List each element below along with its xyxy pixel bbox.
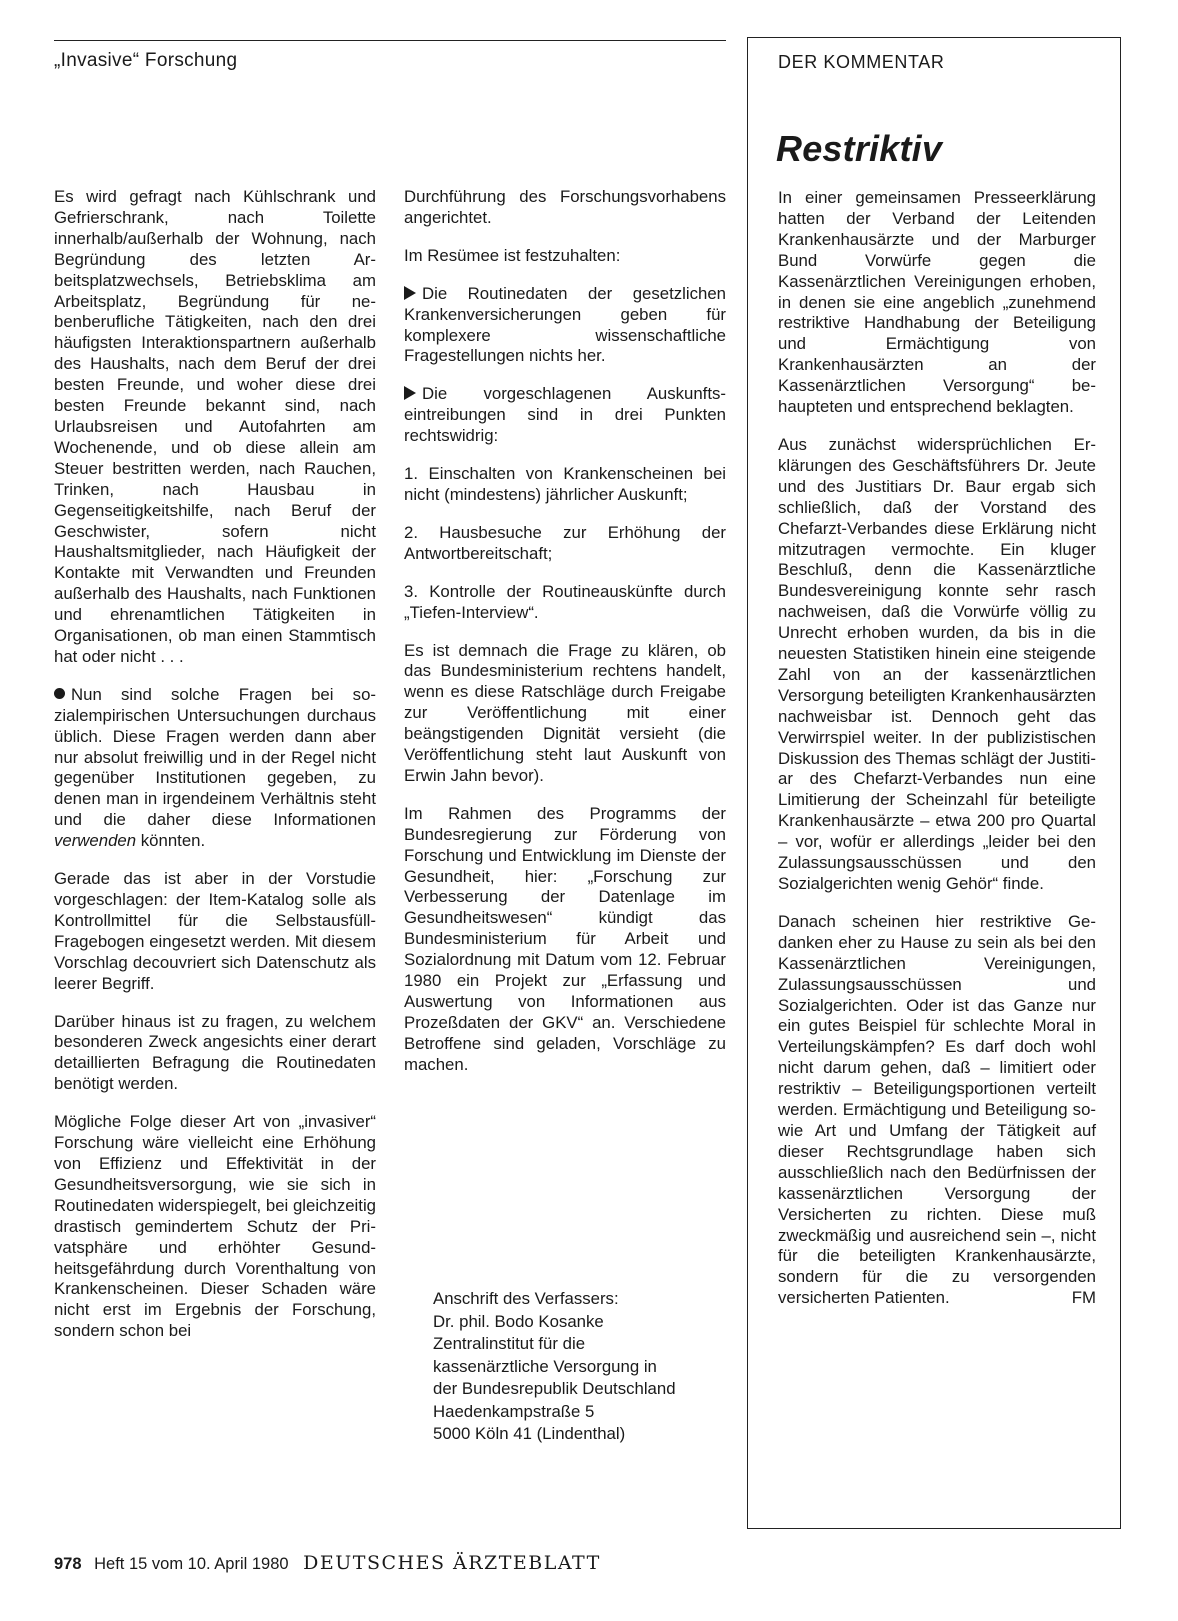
- paragraph: Nun sind solche Fragen bei sozialempirischen Untersuchungen durchaus üblich. Diese Fragen werden dann aber nur absolut freiwillig und in der Regel nicht gegenüber Institutionen gegeben, zu denen man in irgendeinem Verhältnis steht und die daher diese Informationen verwenden könnten.: [54, 684, 376, 851]
- paragraph: Im Rahmen des Programms der Bundesregierung zur Förderung von Forschung und Entwicklung im Dienste der Gesundheit, hier: „Forschung zur Verbesserung der Datenlage im Gesundheitswesen“ kündigt das Bundesministerium für Arbeit und Sozialordnung mit Datum vom 12. Februar 1980 ein Projekt zur „Erfassung und Auswertung von Informationen aus Prozeßdaten der GKV“ an. Verschiedene Betroffene sind geladen, Vorschläge zu machen.: [404, 803, 726, 1074]
- paragraph: Gerade das ist aber in der Vorstudie vorgeschlagen: der Item-Katalog solle als Kontrollmittel für die Selbstausfüll-Fragebogen eingesetzt werden. Mit diesem Vorschlag decouvriert sich Datenschutz als leerer Begriff.: [54, 869, 376, 993]
- paragraph: Durchführung des Forschungsvorhabens angerichtet.: [404, 187, 726, 227]
- address-line: Haedenkampstraße 5: [433, 1401, 595, 1421]
- paragraph: Die Routinedaten der gesetzlichen Krankenversicherungen geben für komplexere wissenschaftliche Fragestellungen nichts her.: [404, 283, 726, 366]
- bullet-dot-icon: [54, 688, 65, 699]
- list-item: 2. Hausbesuche zur Erhöhung der Antwortbereitschaft;: [404, 522, 726, 563]
- paragraph: Mögliche Folge dieser Art von „invasiver“ Forschung wäre vielleicht eine Erhöhung von Effizienz und Effektivität in der Gesundheitsversorgung, wie sie sich in Routinedaten widerspiegelt, bei gleichzeitig drastisch gemindertem Schutz der Privatsphäre und erhöhter Gesundheitsgefährdung durch Vorenthaltung von Krankenscheinen. Dieser Schaden wäre nicht erst im Ergebnis der Forschung, sondern schon bei: [54, 1112, 376, 1341]
- address-line: Anschrift des Verfassers:: [433, 1289, 619, 1308]
- commentary-body: [778, 188, 1096, 1326]
- paragraph: Es wird gefragt nach Kühlschrank und Gefrierschrank, nach Toilette innerhalb/außerhalb der Wohnung, nach Begründung des letzten Arbeitsplatzwechsels, Betriebsklima am Arbeitsplatz, Begründung für nebenberufliche Tätigkeiten, nach den drei häufigsten Interaktionspartnern außerhalb des Haushalts, nach dem Beruf der drei besten Freunde, und woher diese drei besten Freunde bekannt sind, nach Urlaubsreisen und Autofahrten am Wochenende, und ob diese allein am Steuer bestritten werden, nach Rauchen, Trinken, nach Hausbau in Gegenseitigkeitshilfe, nach Beruf der Geschwister, sofern nicht Haushaltsmitglieder, nach Häufigkeit der Kontakte mit Verwandten und Freunden außerhalb des Haushalts, nach Funktionen und ehrenamtlichen Tätigkeiten in Organisationen, ob man einen Stammtisch hat oder nicht . . .: [54, 187, 376, 666]
- top-rule: [54, 40, 726, 41]
- page-footer: [54, 1552, 601, 1574]
- triangle-bullet-icon: [404, 286, 416, 300]
- paragraph: Es ist demnach die Frage zu klären, ob das Bundesministerium rechtens handelt, wenn es diese Ratschläge durch Freigabe zur Veröffentlichung mit einer beängstigenden Dignität versieht (die Veröffentlichung steht laut Auskunft von Erwin Jahn bevor).: [404, 640, 726, 785]
- paragraph: Die vorgeschlagenen Auskunftseintreibungen sind in drei Punkten rechtswidrig:: [404, 384, 726, 446]
- address-line: Zentralinstitut für die: [433, 1334, 586, 1353]
- page-number: 978: [54, 1555, 82, 1573]
- issue-info: Heft 15 vom 10. April 1980: [94, 1555, 289, 1573]
- article-column-2: [404, 187, 726, 1093]
- address-line: der Bundesrepublik Deutschland: [433, 1379, 676, 1398]
- author-address: [433, 1288, 676, 1446]
- masthead: DEUTSCHES ÄRZTEBLATT: [303, 1552, 601, 1574]
- paragraph: Aus zunächst widersprüchlichen Erklärungen des Geschäftsführers Dr. Jeute und des Justitiars Dr. Baur ergab sich schließlich, daß der Vorstand des Chefarzt-Verbandes diese Erklärung nicht mitzutragen vermochte. Ein kluger Beschluß, denn die Kassenärztliche Bundesvereinigung konnte sehr rasch nachweisen, daß die Vorwürfe völlig zu Unrecht erhoben wurden, da bis in die neuesten Statistiken hinein eine steigende Zahl von an der kassenärztlichen Versorgung beteiligten Krankenhausärzten nachweisbar ist. Dennoch geht das Verwirrspiel weiter. In der publizistischen Diskussion des Themas schlägt der Justitiar des Chefarzt-Verbandes nun eine Limitierung der Scheinzahl für beteiligte Krankenhausärzte – etwa 200 pro Quartal – vor, wofür er allerdings „leider bei den Zulassungsausschüssen und den Sozialgerichten wenig Gehör“ finde.: [778, 434, 1096, 893]
- author-signature: FM: [1071, 1288, 1096, 1308]
- commentary-box: [747, 37, 1121, 1529]
- address-line: kassenärztliche Versorgung in: [433, 1356, 657, 1376]
- address-line: 5000 Köln 41 (Lindenthal): [433, 1424, 626, 1443]
- list-item: 1. Einschalten von Krankenscheinen bei nicht (mindestens) jährlicher Auskunft;: [404, 464, 726, 504]
- article-column-1: [54, 187, 376, 1359]
- paragraph: Danach scheinen hier restriktive Gedanken eher zu Hause zu sein als bei den Kassenärztlichen Vereinigungen, Zulassungsausschüssen und Sozialgerichten. Oder ist das Ganze nur ein gutes Beispiel für schlechte Moral in Verteilungskämpfen? Es darf doch wohl nicht darum gehen, daß – limitiert oder restriktiv – Beteiligungsportionen verteilt werden. Ermächtigung und Beteiligung sowie Art und Umfang der Tätigkeit auf dieser Rechtsgrundlage haben sich ausschließlich nach den Bedürfnissen der kassenärztlichen Versorgung der Versicherten zu richten. Diese muß zweckmäßig und ausreichend sein –, nicht für die beteiligten Krankenhausärzte, sondern für die zu versorgenden versicherten Patienten. FM: [778, 911, 1096, 1308]
- article-kicker: „Invasive“ Forschung: [54, 50, 238, 71]
- commentary-title: Restriktiv: [776, 128, 943, 169]
- address-line: Dr. phil. Bodo Kosanke: [433, 1311, 604, 1331]
- triangle-bullet-icon: [404, 386, 416, 400]
- commentary-kicker: DER KOMMENTAR: [778, 52, 945, 72]
- paragraph: Im Resümee ist festzuhalten:: [404, 245, 621, 265]
- paragraph: In einer gemeinsamen Presseerklärung hatten der Verband der Leitenden Krankenhausärzte und der Marburger Bund Vorwürfe gegen die Kassenärztlichen Vereinigungen erhoben, in denen sie eine angeblich „zunehmend restriktive Handhabung der Beteiligung und Ermächtigung von Krankenhausärzten an der Kassenärztlichen Versorgung“ behaupteten und entsprechend beklagten.: [778, 188, 1096, 417]
- list-item: 3. Kontrolle der Routineauskünfte durch „Tiefen-Interview“.: [404, 581, 726, 622]
- paragraph: Darüber hinaus ist zu fragen, zu welchem besonderen Zweck angesichts einer derart detaillierten Befragung die Routinedaten benötigt werden.: [54, 1011, 376, 1094]
